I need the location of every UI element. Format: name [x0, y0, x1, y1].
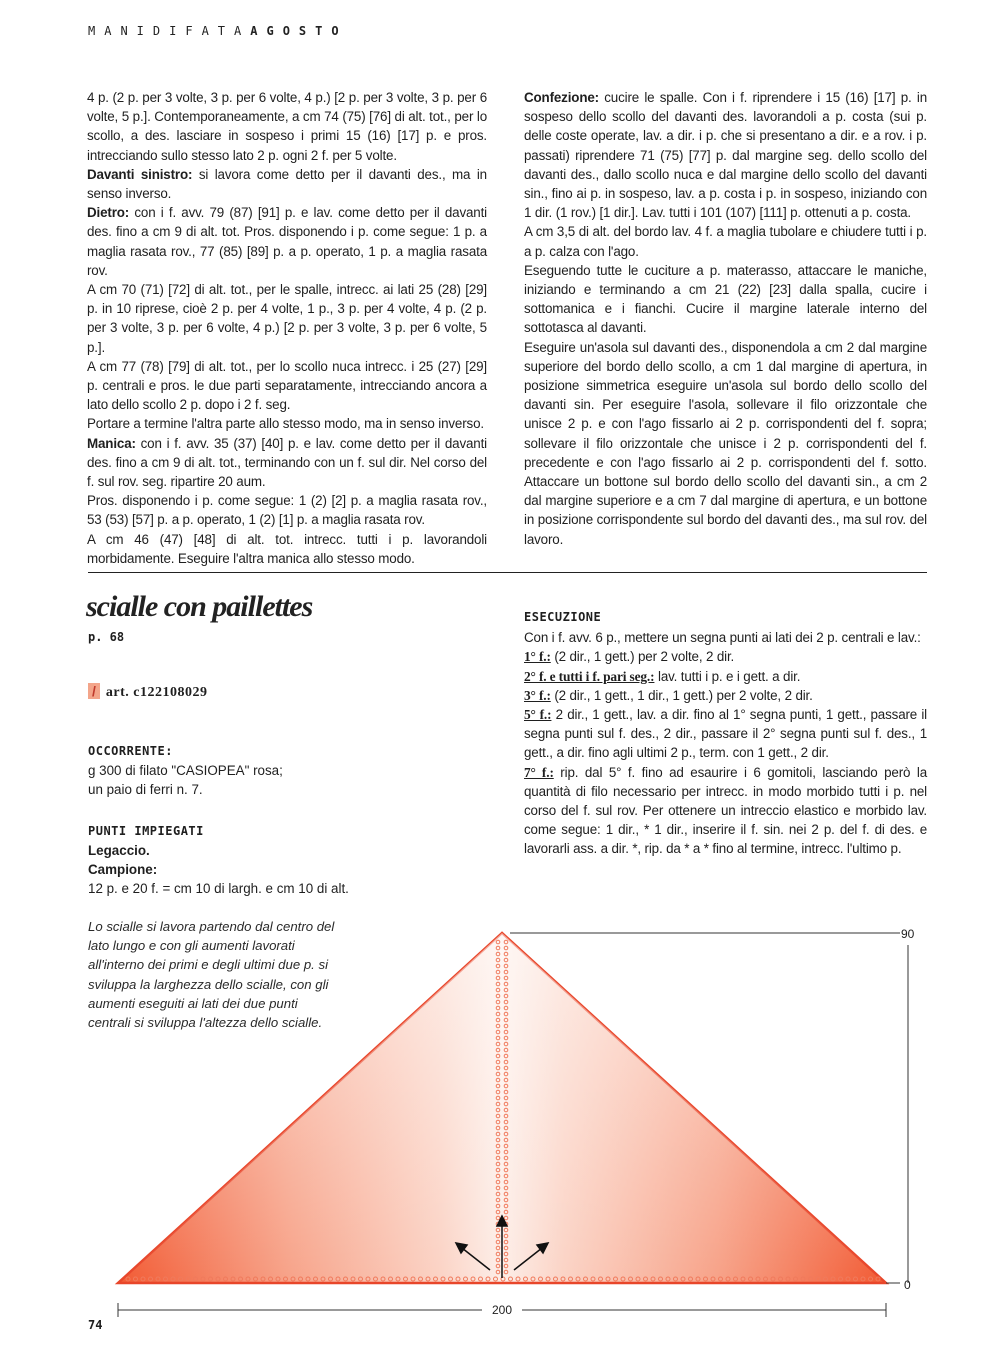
- width-label: 200: [491, 1303, 513, 1317]
- row-instruction: 5° f.: 2 dir., 1 gett., lav. a dir. fino al 1° segna punti, 1 gett., passare il segna punti sul f. des., 2 dir., passare il 2° segna punti sul f. des., 1 gett., a dir. fino agli ultimi 2 p., term. con 1 gett., 2 dir.: [524, 707, 927, 761]
- stitch-name: Legaccio.: [88, 843, 150, 858]
- paragraph: Eseguendo tutte le cuciture a p. materasso, attaccare le maniche, iniziando e terminando a cm 21 (22) [23] dalla spalla, cucire i sottomanica e i fianchi. Cucire il margine laterale interno del sottotasca al davanti.: [524, 262, 927, 336]
- row-instruction: 2° f. e tutti i f. pari seg.: lav. tutti i p. e i gett. a dir.: [524, 668, 801, 684]
- pattern-title: scialle con paillettes: [86, 590, 313, 623]
- gauge-text: 12 p. e 20 f. = cm 10 di largh. e cm 10 di alt.: [88, 881, 349, 896]
- paragraph: Portare a termine l'altra parte allo stesso modo, ma in senso inverso.: [87, 416, 484, 432]
- height-bottom-label: 0: [904, 1278, 911, 1292]
- page-reference: p. 68: [88, 630, 125, 644]
- paragraph: A cm 70 (71) [72] di alt. tot., per le spalle, intrecc. ai lati 25 (28) [29] p. in 10 riprese, cioè 2 p. per 4 volte, 1 p., 3 p. per 4 volte, 4 p. (2 p. per 3 volte, 3 p. per 6 volte, 4 p.) [2 p. per 3 volte, 3 p. per 6 volte, 5 p.].: [87, 282, 487, 355]
- row-instruction: 1° f.: (2 dir., 1 gett.) per 2 volte, 2 dir.: [524, 649, 735, 665]
- paragraph: Eseguire un'asola sul davanti des., disponendola a cm 2 dal margine superiore del bordo dello scollo, a cm 1 dal margine di apertura, in posizione simmetrica eseguire un'asola sul bordo dello scollo del davanti sin. Per eseguire l'asola, sollevare il filo orizzontale che unisce 2 p. e con l'ago fissarlo ai 2 p. corrispondenti del f. sopra; sollevare il filo orizzontale che unisce i 2 p. corrispondenti del f. precedente e con l'ago fissarlo ai 2 p. corrispondenti del f. sotto. Attaccare un bottone sul bordo dello scollo del davanti sin., a cm 2 dal margine superiore e a cm 7 dal margine di apertura, e un bottone in posizione corrispondente sul bordo del davanti des., ma sul rov. del lavoro.: [524, 339, 927, 547]
- intro-note: Lo scialle si lavora partendo dal centro del lato lungo e con gli aumenti lavorati all'interno dei primi e degli ultimi due p. si sviluppa la larghezza dello scialle, con gli aumenti eseguiti ai lati dei due punti centrali si sviluppa l'altezza dello scialle.: [88, 919, 335, 1031]
- paragraph: Dietro: con i f. avv. 79 (87) [91] p. e lav. come detto per il davanti des. fino a cm 9 di alt. tot. Pros. disponendo i p. come segue: 1 p. a maglia rasata rov., 77 (85) [89] p. a p. operato, 1 p. a maglia rasata rov.: [87, 205, 487, 278]
- instructions-intro: Con i f. avv. 6 p., mettere un segna punti ai lati dei 2 p. centrali e lav.:: [524, 630, 921, 646]
- materials-line: un paio di ferri n. 7.: [88, 782, 203, 797]
- paragraph: 4 p. (2 p. per 3 volte, 3 p. per 6 volte, 4 p.) [2 p. per 3 volte, 3 p. per 6 volte, 5 p.]. Contemporaneamente, a cm 74 (75) [76] di alt. tot., per lo scollo, a des. lasciare in sospeso i primi 15 (16) [17] p. e pros. intrecciando sullo stesso lato 2 p. ogni 2 f. per 5 volte.: [87, 90, 487, 163]
- row-instruction: 7° f.: rip. dal 5° f. fino ad esaurire i 6 gomitoli, lasciando però la quantità di filo necessario per intrecc. in modo morbido tutti i p. nel corso del f. sul rov. Per ottenere un intreccio elastico e morbido lav. come segue: 1 dir., * 1 dir., inserire il f. sin. nei 2 p. del f. di des. e lavorarli ass. a dir. *, rip. da * a * fino al termine, intrecc. l'ultimo p.: [524, 764, 927, 857]
- stitches-heading: PUNTI IMPIEGATI: [88, 824, 204, 838]
- paragraph: Confezione: cucire le spalle. Con i f. riprendere i 15 (16) [17] p. in sospeso dello scollo del davanti des. lavorandoli a p. costa (sui p. delle coste operate, lav. a dir. i p. che si presentano a dir. e a rov. i p. passati) riprendere 71 (75) [77] p. dal margine seg. dello scollo del davanti des., dallo scollo nuca e dal margine dello scollo del davanti sin., fino ai p. in sospeso, lav. a p. costa i p. in sospeso, iniziando con 1 dir. (1 rov.) [1 dir.]. Lav. tutti i 101 (107) [111] p. ottenuti a p. costa.: [524, 90, 927, 221]
- paragraph: A cm 3,5 di alt. del bordo lav. 4 f. a maglia tubolare e chiudere tutti i p. a p. calza con l'ago.: [524, 224, 927, 259]
- masthead-month: AGOSTO: [250, 24, 348, 38]
- materials-heading: OCCORRENTE:: [88, 744, 173, 758]
- instructions-heading: ESECUZIONE: [524, 610, 602, 624]
- masthead-magazine: MANIDIFATA: [88, 24, 251, 38]
- paragraph: A cm 46 (47) [48] di alt. tot. intrecc. tutti i p. lavorandoli morbidamente. Eseguire l'altra manica allo stesso modo.: [87, 531, 487, 566]
- row-instruction: 3° f.: (2 dir., 1 gett., 1 dir., 1 gett.) per 2 volte, 2 dir.: [524, 687, 813, 703]
- article-number: art. c122108029: [105, 685, 208, 700]
- height-top-label: 90: [901, 927, 915, 941]
- paragraph: Manica: con i f. avv. 35 (37) [40] p. e lav. come detto per il davanti des. fino a cm 9 di alt. tot., terminando con un f. sul dir. Nel corso del f. sul rov. seg. ripartire 20 aum.: [87, 435, 487, 490]
- page-number: 74: [88, 1318, 103, 1332]
- slash-marker: /: [88, 683, 100, 699]
- materials-line: g 300 di filato "CASIOPEA" rosa;: [88, 763, 283, 778]
- paragraph: A cm 77 (78) [79] di alt. tot., per lo scollo nuca intrecc. i 25 (27) [29] p. centrali e pros. le due parti separatamente, intrecciando ancora a lato dello scollo 2 p. dopo i 2 f. seg.: [87, 358, 487, 413]
- paragraph: Pros. disponendo i p. come segue: 1 (2) [2] p. a maglia rasata rov., 53 (53) [57] p. a p. operato, 1 (2) [1] p. a maglia rasata rov.: [87, 493, 487, 528]
- paragraph: Davanti sinistro: si lavora come detto per il davanti des., ma in senso inverso.: [87, 166, 487, 202]
- gauge-heading: Campione:: [88, 862, 158, 877]
